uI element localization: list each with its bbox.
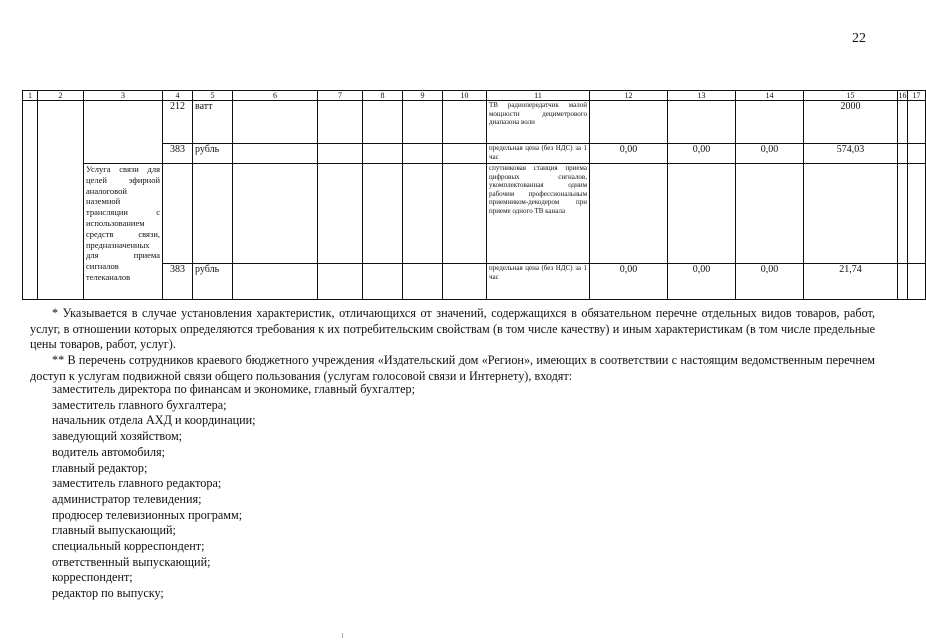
table-cell bbox=[318, 101, 363, 144]
table-cell bbox=[163, 164, 193, 264]
column-number: 13 bbox=[668, 91, 736, 101]
footnote-single-asterisk: * Указывается в случае установления характеристик, отличающихся от значений, содержащихся в обязательном перечне отдельных видов товаров, работ, услуг, в отношении которых определяются требования к их потребительским свойствам (в том числе качеству) и иным характеристикам (в том числе предельные цены товаров, работ, услуг). bbox=[30, 306, 875, 352]
staff-list-item: начальник отдела АХД и координации; bbox=[52, 413, 256, 428]
table-cell bbox=[898, 164, 908, 264]
table-cell bbox=[84, 101, 163, 164]
staff-list-item: главный выпускающий; bbox=[52, 523, 176, 538]
table-cell bbox=[443, 264, 487, 300]
column-number: 15 bbox=[804, 91, 898, 101]
table-cell bbox=[363, 144, 403, 164]
column-number: 7 bbox=[318, 91, 363, 101]
table-cell bbox=[668, 164, 736, 264]
unit-code-cell: 383 bbox=[163, 264, 193, 300]
characteristic-cell: ТВ радиопередатчик малой мощности дециметрового диапазона волн bbox=[487, 101, 590, 144]
staff-list-item: заместитель директора по финансам и экономике, главный бухгалтер; bbox=[52, 382, 415, 396]
column-number: 6 bbox=[233, 91, 318, 101]
table-cell bbox=[403, 101, 443, 144]
table-cell bbox=[403, 144, 443, 164]
column-number-row bbox=[23, 91, 926, 101]
value-cell: 0,00 bbox=[668, 144, 736, 164]
table-cell bbox=[233, 101, 318, 144]
value-cell: 0,00 bbox=[590, 264, 668, 300]
table-cell bbox=[193, 164, 233, 264]
staff-list-item: заместитель главного редактора; bbox=[52, 476, 222, 491]
staff-list-item: водитель автомобиля; bbox=[52, 444, 166, 459]
staff-list-item: корреспондент; bbox=[52, 570, 133, 585]
column-number: 16 bbox=[898, 91, 907, 100]
column-number: 17 bbox=[908, 91, 926, 101]
characteristic-cell: предельная цена (без НДС) за 1 час bbox=[487, 144, 590, 164]
staff-list-item: главный редактор; bbox=[52, 460, 148, 475]
table-cell bbox=[443, 101, 487, 144]
table-cell bbox=[363, 264, 403, 300]
column-number: 8 bbox=[363, 91, 403, 101]
staff-list-item: заместитель главного бухгалтера; bbox=[52, 397, 227, 412]
table-row bbox=[23, 101, 926, 144]
unit-code-cell: 212 bbox=[163, 101, 193, 144]
column-number: 9 bbox=[403, 91, 443, 101]
staff-list-item: специальный корреспондент; bbox=[52, 539, 205, 554]
value-cell: 0,00 bbox=[736, 144, 804, 164]
table-cell bbox=[363, 164, 403, 264]
unit-code-cell: 383 bbox=[163, 144, 193, 164]
staff-list-item: редактор по выпуску; bbox=[52, 586, 164, 601]
value-cell: 0,00 bbox=[736, 264, 804, 300]
table-cell bbox=[403, 264, 443, 300]
table-cell bbox=[233, 144, 318, 164]
table-cell bbox=[908, 264, 926, 300]
staff-list-item: заведующий хозяйством; bbox=[52, 429, 183, 444]
characteristic-cell: предельная цена (без НДС) за 1 час bbox=[487, 264, 590, 300]
table-cell bbox=[736, 164, 804, 264]
column-number: 5 bbox=[193, 91, 233, 101]
table-cell bbox=[23, 101, 38, 300]
table-cell bbox=[898, 101, 908, 144]
staff-list-item: продюсер телевизионных программ; bbox=[52, 507, 243, 522]
value-cell: 2000 bbox=[804, 101, 898, 144]
column-number: 11 bbox=[487, 91, 590, 101]
table-cell bbox=[908, 101, 926, 144]
table-row bbox=[23, 164, 926, 264]
service-name-cell: Услуга связи для целей эфирной аналоговой наземной трансляции с использованием средств связи, предназначенных для приема сигналов телеканалов bbox=[84, 164, 163, 300]
column-number: 1 bbox=[23, 91, 38, 101]
table-cell bbox=[233, 164, 318, 264]
column-number: 10 bbox=[443, 91, 487, 101]
table-cell bbox=[590, 164, 668, 264]
table-cell bbox=[908, 164, 926, 264]
column-number: 3 bbox=[84, 91, 163, 101]
value-cell bbox=[736, 101, 804, 144]
table-cell bbox=[233, 264, 318, 300]
footnotes bbox=[30, 306, 875, 385]
unit-name-cell: рубль bbox=[193, 264, 233, 300]
value-cell: 0,00 bbox=[668, 264, 736, 300]
staff-list bbox=[52, 382, 415, 602]
table-cell bbox=[318, 264, 363, 300]
column-number: 4 bbox=[163, 91, 193, 101]
value-cell: 21,74 bbox=[804, 264, 898, 300]
table-cell bbox=[318, 144, 363, 164]
footnote-double-asterisk: ** В перечень сотрудников краевого бюджетного учреждения «Издательский дом «Регион», имеющих в соответствии с настоящим ведомственным перечнем доступ к услугам подвижной связи общего пользования (услугам голосовой связи и Интернету), входят: bbox=[30, 353, 875, 383]
characteristics-table bbox=[22, 90, 926, 300]
column-number: 12 bbox=[590, 91, 668, 101]
table-cell bbox=[898, 264, 908, 300]
staff-list-item: администратор телевидения; bbox=[52, 491, 202, 506]
value-cell: 0,00 bbox=[590, 144, 668, 164]
table-cell bbox=[898, 144, 908, 164]
table-cell bbox=[804, 164, 898, 264]
table-cell bbox=[443, 164, 487, 264]
column-number: 2 bbox=[38, 91, 84, 101]
table-cell bbox=[403, 164, 443, 264]
table-cell bbox=[363, 101, 403, 144]
column-number: 14 bbox=[736, 91, 804, 101]
page-number: 22 bbox=[852, 31, 866, 46]
scan-mark bbox=[342, 633, 343, 638]
staff-list-item: ответственный выпускающий; bbox=[52, 554, 211, 569]
table-cell bbox=[443, 144, 487, 164]
value-cell bbox=[668, 101, 736, 144]
table-cell bbox=[318, 164, 363, 264]
unit-name-cell: рубль bbox=[193, 144, 233, 164]
unit-name-cell: ватт bbox=[193, 101, 233, 144]
value-cell: 574,03 bbox=[804, 144, 898, 164]
table-cell bbox=[38, 101, 84, 300]
value-cell bbox=[590, 101, 668, 144]
table-cell bbox=[908, 144, 926, 164]
characteristic-cell: спутниковая станция приема цифровых сигналов, укомплектованная одним рабочим профессиональным приемником-декодером при приеме одного ТВ канала bbox=[487, 164, 590, 264]
